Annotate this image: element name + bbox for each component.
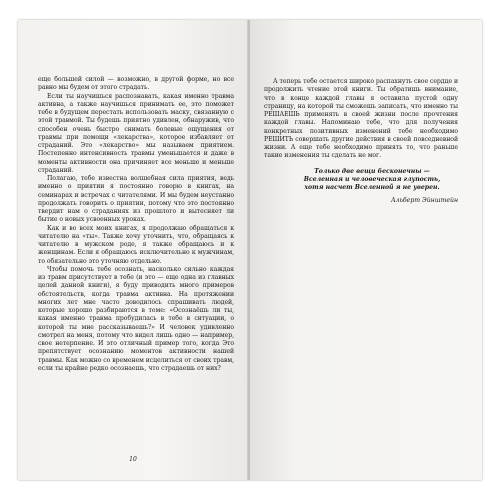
right-page — [250, 20, 482, 480]
open-book — [18, 20, 482, 480]
quote-line: Вселенная и человеческая глупость, — [303, 175, 441, 183]
paragraph: Если ты научишься распознавать, какая именно травма активна, а также научишься принимать ее, это поможет тебе в будущем перестать использовать маску, связанную с этой травмой. Ты будешь приятно удивлен, обнаружив, что способен очень быстро снимать болевые ощущения от травмы при помощи «лекарства», которое избавляет от страданий. Это «лекарство» мы называем приятием. Постепенно интенсивность травмы уменьшается и даже в моменты активности она причиняет все меньше и меньше страданий. — [38, 92, 234, 174]
quote-line: хотя насчет Вселенной я не уверен. — [304, 184, 440, 191]
paragraph: Полагаю, тебе известна волшебная сила приятия, ведь именно о приятии я постоянно говорю в книгах, на семинарах и встречах с читателями. И мы будем неустанно продолжать говорить о приятии, потому что это постоянно твердит нам о страданиях из прошлого и вытесняет ли бытие о новых усвоенных уроках. — [38, 175, 234, 224]
paragraph: еще большей силой — возможно, в другой форме, но все равно мы будем от этого страдать. — [38, 76, 234, 92]
paragraph: Чтобы помочь тебе осознать, насколько сильно каждая из травм присутствует в тебе (и это — еще одна из главных целей данной книги), я буду приводить много примеров обстоятельств, когда травма активна. На протяжении многих лет мне часто доводилось спрашивать людей, которые хорошо разбираются в теме: «Осознаёшь ли ты, какая именно травма пробудилась в тебе в ситуации, о которой ты мне рассказываешь?» И человек удивленно смотрел на меня, потому что видел лишь одно — например, свое нетерпение. И это отличный пример того, когда Это препятствует осознанию моментов активности нашей травмы. Как можно со временем исцелиться от своих травм, если ты крайне редко осознаешь, что страдаешь от них? — [38, 265, 234, 372]
epigraph-quote — [286, 168, 458, 193]
left-page — [18, 20, 248, 480]
quote-line: Только две вещи бесконечны — — [314, 167, 430, 175]
paragraph: Как и во всех моих книгах, я продолжаю обращаться к читателю на «ты». Также хочу уточнить, что, обращаясь к читателю в мужском роде, я также обращаюсь и к женщинам. Если я обращаюсь исключительно к мужчинам, то обязательно это уточняю отдельно. — [38, 224, 234, 265]
paragraph: А теперь тебе остается широко распахнуть свое сердце и продолжить чтение этой книги. Ты обратишь внимание, что в конце каждой главы я оставила пустой одну страницу, на которой ты сможешь записать, что именно ты РЕШАЕШЬ применять в своей жизни после прочтения каждой главы. Напоминаю тебе, что для получения конкретных позитивных изменений тебе необходимо РЕШИТЬ совершать другие действия в своей повседневной жизни. А еще тебе необходимо принять то, что раньше такие изменения ты сделать не мог. — [264, 78, 458, 160]
quote-author: Альберт Эйнштейн — [391, 197, 458, 205]
page-number: 10 — [129, 456, 137, 463]
